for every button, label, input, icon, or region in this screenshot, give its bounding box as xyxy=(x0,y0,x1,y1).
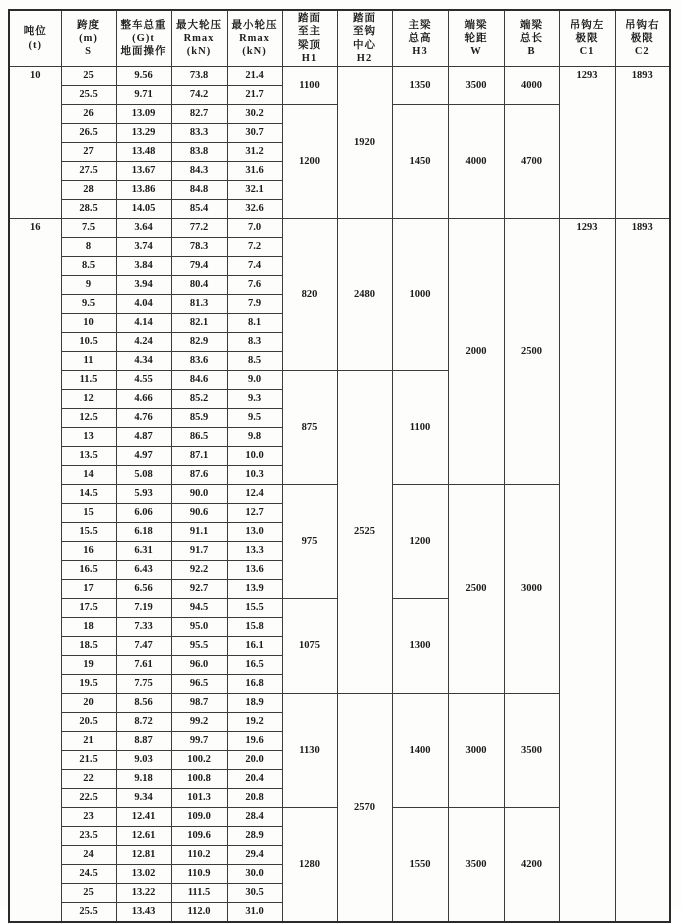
cell-rmax: 83.6 xyxy=(171,352,227,371)
cell-rmin: 20.0 xyxy=(227,751,282,770)
cell-h1: 1200 xyxy=(282,105,337,219)
cell-rmax: 84.3 xyxy=(171,162,227,181)
cell-rmax: 95.5 xyxy=(171,637,227,656)
header-h1: 踏面 至主 梁顶 H1 xyxy=(282,10,337,67)
cell-h3: 1000 xyxy=(392,219,448,371)
cell-rmin: 31.2 xyxy=(227,143,282,162)
cell-weight: 3.84 xyxy=(116,257,171,276)
cell-rmax: 101.3 xyxy=(171,789,227,808)
cell-span: 17 xyxy=(61,580,116,599)
cell-rmin: 19.6 xyxy=(227,732,282,751)
cell-rmax: 79.4 xyxy=(171,257,227,276)
cell-rmin: 29.4 xyxy=(227,846,282,865)
cell-rmax: 82.7 xyxy=(171,105,227,124)
cell-w: 3500 xyxy=(448,808,504,923)
cell-span: 14 xyxy=(61,466,116,485)
cell-weight: 9.56 xyxy=(116,67,171,86)
cell-weight: 4.87 xyxy=(116,428,171,447)
cell-rmin: 7.4 xyxy=(227,257,282,276)
cell-c2: 1893 xyxy=(615,67,670,219)
cell-b: 2500 xyxy=(504,219,559,485)
cell-rmin: 20.4 xyxy=(227,770,282,789)
cell-h2: 2480 xyxy=(337,219,392,371)
cell-rmin: 9.8 xyxy=(227,428,282,447)
cell-rmin: 9.3 xyxy=(227,390,282,409)
cell-weight: 5.08 xyxy=(116,466,171,485)
cell-rmax: 96.0 xyxy=(171,656,227,675)
cell-rmax: 73.8 xyxy=(171,67,227,86)
cell-h2: 2570 xyxy=(337,694,392,923)
crane-spec-table xyxy=(8,9,671,923)
cell-span: 12 xyxy=(61,390,116,409)
cell-weight: 4.55 xyxy=(116,371,171,390)
cell-weight: 7.75 xyxy=(116,675,171,694)
cell-span: 12.5 xyxy=(61,409,116,428)
cell-rmax: 99.7 xyxy=(171,732,227,751)
cell-span: 8 xyxy=(61,238,116,257)
cell-rmax: 85.9 xyxy=(171,409,227,428)
cell-rmax: 84.6 xyxy=(171,371,227,390)
cell-rmax: 74.2 xyxy=(171,86,227,105)
cell-span: 28.5 xyxy=(61,200,116,219)
header-rmax: 最大轮压 Rmax (kN) xyxy=(171,10,227,67)
cell-span: 25.5 xyxy=(61,903,116,923)
cell-span: 21.5 xyxy=(61,751,116,770)
cell-weight: 4.14 xyxy=(116,314,171,333)
cell-rmin: 16.1 xyxy=(227,637,282,656)
cell-span: 15.5 xyxy=(61,523,116,542)
cell-span: 11.5 xyxy=(61,371,116,390)
cell-rmax: 85.4 xyxy=(171,200,227,219)
cell-rmin: 7.6 xyxy=(227,276,282,295)
cell-weight: 8.87 xyxy=(116,732,171,751)
cell-rmin: 21.4 xyxy=(227,67,282,86)
cell-rmin: 13.3 xyxy=(227,542,282,561)
cell-h2: 1920 xyxy=(337,67,392,219)
cell-h1: 1130 xyxy=(282,694,337,808)
cell-h3: 1450 xyxy=(392,105,448,219)
cell-rmin: 16.5 xyxy=(227,656,282,675)
cell-span: 15 xyxy=(61,504,116,523)
table-body xyxy=(9,67,670,923)
cell-weight: 13.86 xyxy=(116,181,171,200)
cell-span: 26 xyxy=(61,105,116,124)
cell-span: 16.5 xyxy=(61,561,116,580)
cell-rmin: 8.1 xyxy=(227,314,282,333)
cell-h1: 1100 xyxy=(282,67,337,105)
cell-h1: 820 xyxy=(282,219,337,371)
cell-weight: 4.34 xyxy=(116,352,171,371)
header-h3: 主梁 总高 H3 xyxy=(392,10,448,67)
cell-rmin: 9.5 xyxy=(227,409,282,428)
cell-weight: 6.18 xyxy=(116,523,171,542)
cell-span: 20.5 xyxy=(61,713,116,732)
cell-rmin: 30.5 xyxy=(227,884,282,903)
cell-weight: 9.03 xyxy=(116,751,171,770)
cell-rmax: 83.8 xyxy=(171,143,227,162)
cell-rmax: 77.2 xyxy=(171,219,227,238)
cell-span: 28 xyxy=(61,181,116,200)
cell-weight: 9.71 xyxy=(116,86,171,105)
cell-span: 13.5 xyxy=(61,447,116,466)
table-row xyxy=(9,67,670,86)
cell-span: 9 xyxy=(61,276,116,295)
cell-tonnage: 16 xyxy=(9,219,61,923)
cell-span: 8.5 xyxy=(61,257,116,276)
cell-rmax: 100.2 xyxy=(171,751,227,770)
cell-rmin: 28.9 xyxy=(227,827,282,846)
cell-rmax: 109.0 xyxy=(171,808,227,827)
cell-b: 4700 xyxy=(504,105,559,219)
cell-rmin: 8.3 xyxy=(227,333,282,352)
cell-span: 27 xyxy=(61,143,116,162)
cell-span: 20 xyxy=(61,694,116,713)
cell-rmax: 82.9 xyxy=(171,333,227,352)
cell-weight: 9.18 xyxy=(116,770,171,789)
cell-weight: 13.43 xyxy=(116,903,171,923)
cell-rmax: 80.4 xyxy=(171,276,227,295)
cell-span: 23.5 xyxy=(61,827,116,846)
cell-rmax: 86.5 xyxy=(171,428,227,447)
cell-weight: 3.94 xyxy=(116,276,171,295)
header-rmin: 最小轮压 Rmax (kN) xyxy=(227,10,282,67)
cell-rmin: 18.9 xyxy=(227,694,282,713)
cell-w: 2000 xyxy=(448,219,504,485)
cell-weight: 7.61 xyxy=(116,656,171,675)
cell-rmin: 21.7 xyxy=(227,86,282,105)
cell-h3: 1300 xyxy=(392,599,448,694)
cell-rmin: 20.8 xyxy=(227,789,282,808)
cell-span: 17.5 xyxy=(61,599,116,618)
cell-weight: 7.47 xyxy=(116,637,171,656)
cell-weight: 4.76 xyxy=(116,409,171,428)
cell-weight: 3.64 xyxy=(116,219,171,238)
cell-rmin: 19.2 xyxy=(227,713,282,732)
cell-w: 3500 xyxy=(448,67,504,105)
cell-weight: 13.67 xyxy=(116,162,171,181)
cell-h3: 1400 xyxy=(392,694,448,808)
cell-weight: 6.43 xyxy=(116,561,171,580)
cell-weight: 4.97 xyxy=(116,447,171,466)
cell-weight: 7.33 xyxy=(116,618,171,637)
cell-weight: 5.93 xyxy=(116,485,171,504)
header-span: 跨度 (m) S xyxy=(61,10,116,67)
cell-span: 25.5 xyxy=(61,86,116,105)
cell-weight: 4.04 xyxy=(116,295,171,314)
cell-c1: 1293 xyxy=(559,219,615,923)
cell-span: 24 xyxy=(61,846,116,865)
cell-rmax: 99.2 xyxy=(171,713,227,732)
cell-w: 2500 xyxy=(448,485,504,694)
header-c2: 吊钩右 极限 C2 xyxy=(615,10,670,67)
cell-rmax: 85.2 xyxy=(171,390,227,409)
cell-weight: 12.61 xyxy=(116,827,171,846)
cell-h3: 1550 xyxy=(392,808,448,923)
cell-weight: 4.66 xyxy=(116,390,171,409)
header-h2: 踏面 至钩 中心 H2 xyxy=(337,10,392,67)
cell-h3: 1100 xyxy=(392,371,448,485)
cell-rmin: 13.9 xyxy=(227,580,282,599)
cell-span: 27.5 xyxy=(61,162,116,181)
cell-h3: 1350 xyxy=(392,67,448,105)
header-weight: 整车总重 (G)t 地面操作 xyxy=(116,10,171,67)
cell-span: 7.5 xyxy=(61,219,116,238)
header-c1: 吊钩左 极限 C1 xyxy=(559,10,615,67)
cell-rmax: 82.1 xyxy=(171,314,227,333)
cell-rmax: 84.8 xyxy=(171,181,227,200)
cell-b: 3500 xyxy=(504,694,559,808)
cell-rmin: 31.6 xyxy=(227,162,282,181)
cell-weight: 14.05 xyxy=(116,200,171,219)
cell-span: 19 xyxy=(61,656,116,675)
table-row xyxy=(9,219,670,238)
cell-span: 19.5 xyxy=(61,675,116,694)
cell-weight: 6.31 xyxy=(116,542,171,561)
cell-rmin: 30.2 xyxy=(227,105,282,124)
cell-weight: 13.29 xyxy=(116,124,171,143)
cell-rmax: 95.0 xyxy=(171,618,227,637)
cell-span: 18 xyxy=(61,618,116,637)
cell-span: 14.5 xyxy=(61,485,116,504)
cell-rmax: 91.7 xyxy=(171,542,227,561)
cell-b: 4200 xyxy=(504,808,559,923)
cell-rmin: 30.0 xyxy=(227,865,282,884)
cell-weight: 4.24 xyxy=(116,333,171,352)
cell-rmax: 78.3 xyxy=(171,238,227,257)
cell-rmin: 28.4 xyxy=(227,808,282,827)
cell-rmax: 87.6 xyxy=(171,466,227,485)
cell-h2: 2525 xyxy=(337,371,392,694)
cell-rmax: 92.2 xyxy=(171,561,227,580)
cell-h1: 1280 xyxy=(282,808,337,923)
cell-rmax: 96.5 xyxy=(171,675,227,694)
cell-rmax: 112.0 xyxy=(171,903,227,923)
cell-weight: 13.09 xyxy=(116,105,171,124)
cell-rmax: 92.7 xyxy=(171,580,227,599)
cell-weight: 6.56 xyxy=(116,580,171,599)
cell-span: 11 xyxy=(61,352,116,371)
cell-rmin: 31.0 xyxy=(227,903,282,923)
cell-rmax: 81.3 xyxy=(171,295,227,314)
cell-span: 18.5 xyxy=(61,637,116,656)
cell-span: 9.5 xyxy=(61,295,116,314)
cell-rmax: 90.0 xyxy=(171,485,227,504)
cell-weight: 12.81 xyxy=(116,846,171,865)
cell-span: 10.5 xyxy=(61,333,116,352)
cell-weight: 8.56 xyxy=(116,694,171,713)
cell-b: 3000 xyxy=(504,485,559,694)
cell-rmax: 91.1 xyxy=(171,523,227,542)
cell-rmin: 15.8 xyxy=(227,618,282,637)
cell-h3: 1200 xyxy=(392,485,448,599)
cell-span: 21 xyxy=(61,732,116,751)
cell-rmin: 7.2 xyxy=(227,238,282,257)
cell-rmin: 9.0 xyxy=(227,371,282,390)
cell-rmin: 32.1 xyxy=(227,181,282,200)
cell-span: 16 xyxy=(61,542,116,561)
cell-rmax: 110.9 xyxy=(171,865,227,884)
cell-span: 26.5 xyxy=(61,124,116,143)
cell-rmin: 10.3 xyxy=(227,466,282,485)
header-tonnage: 吨位 (t) xyxy=(9,10,61,67)
cell-weight: 3.74 xyxy=(116,238,171,257)
table-header xyxy=(9,10,670,67)
cell-rmin: 13.6 xyxy=(227,561,282,580)
cell-span: 25 xyxy=(61,67,116,86)
cell-weight: 13.02 xyxy=(116,865,171,884)
cell-rmin: 12.7 xyxy=(227,504,282,523)
cell-weight: 8.72 xyxy=(116,713,171,732)
cell-rmax: 90.6 xyxy=(171,504,227,523)
cell-weight: 12.41 xyxy=(116,808,171,827)
cell-rmin: 32.6 xyxy=(227,200,282,219)
cell-span: 13 xyxy=(61,428,116,447)
cell-weight: 13.48 xyxy=(116,143,171,162)
cell-rmax: 111.5 xyxy=(171,884,227,903)
cell-span: 23 xyxy=(61,808,116,827)
cell-h1: 975 xyxy=(282,485,337,599)
cell-weight: 13.22 xyxy=(116,884,171,903)
cell-span: 22.5 xyxy=(61,789,116,808)
cell-rmax: 94.5 xyxy=(171,599,227,618)
cell-w: 3000 xyxy=(448,694,504,808)
cell-rmax: 110.2 xyxy=(171,846,227,865)
cell-rmin: 16.8 xyxy=(227,675,282,694)
cell-tonnage: 10 xyxy=(9,67,61,219)
cell-weight: 6.06 xyxy=(116,504,171,523)
cell-span: 25 xyxy=(61,884,116,903)
cell-rmin: 7.9 xyxy=(227,295,282,314)
cell-span: 10 xyxy=(61,314,116,333)
cell-span: 24.5 xyxy=(61,865,116,884)
cell-rmin: 12.4 xyxy=(227,485,282,504)
cell-rmin: 30.7 xyxy=(227,124,282,143)
cell-rmax: 100.8 xyxy=(171,770,227,789)
cell-rmin: 10.0 xyxy=(227,447,282,466)
header-row xyxy=(9,10,670,67)
cell-c1: 1293 xyxy=(559,67,615,219)
cell-rmin: 13.0 xyxy=(227,523,282,542)
cell-w: 4000 xyxy=(448,105,504,219)
cell-rmax: 109.6 xyxy=(171,827,227,846)
header-w: 端梁 轮距 W xyxy=(448,10,504,67)
cell-rmin: 15.5 xyxy=(227,599,282,618)
cell-rmax: 83.3 xyxy=(171,124,227,143)
cell-rmax: 98.7 xyxy=(171,694,227,713)
cell-weight: 7.19 xyxy=(116,599,171,618)
cell-h1: 1075 xyxy=(282,599,337,694)
cell-rmin: 8.5 xyxy=(227,352,282,371)
cell-c2: 1893 xyxy=(615,219,670,923)
cell-weight: 9.34 xyxy=(116,789,171,808)
cell-rmax: 87.1 xyxy=(171,447,227,466)
cell-span: 22 xyxy=(61,770,116,789)
cell-h1: 875 xyxy=(282,371,337,485)
header-b: 端梁 总长 B xyxy=(504,10,559,67)
cell-rmin: 7.0 xyxy=(227,219,282,238)
cell-b: 4000 xyxy=(504,67,559,105)
